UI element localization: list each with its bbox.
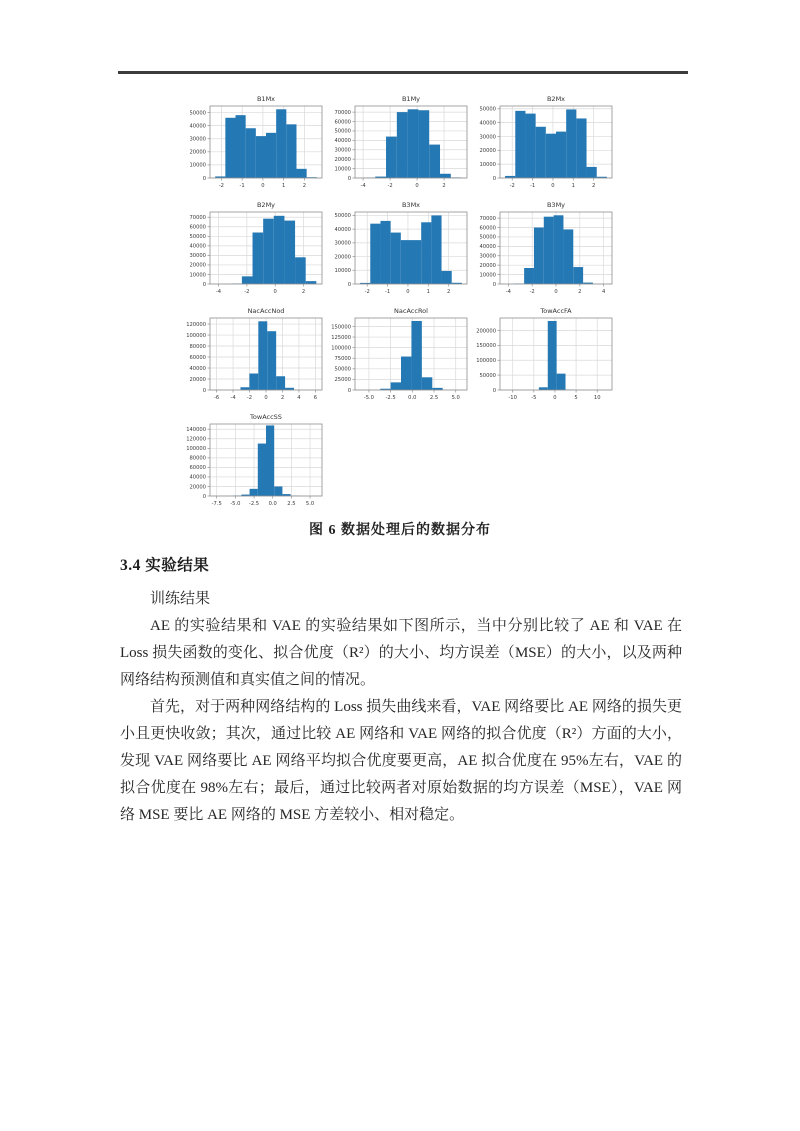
svg-text:2: 2 bbox=[301, 289, 306, 295]
svg-text:30000: 30000 bbox=[479, 134, 496, 141]
histogram-title: B2Mx bbox=[546, 95, 566, 103]
svg-text:30000: 30000 bbox=[334, 147, 351, 154]
histogram-title: NacAccNod bbox=[247, 307, 285, 315]
svg-text:50000: 50000 bbox=[479, 372, 496, 379]
svg-text:0: 0 bbox=[492, 281, 496, 288]
svg-text:0: 0 bbox=[347, 281, 351, 288]
svg-text:0: 0 bbox=[492, 387, 496, 394]
svg-text:2: 2 bbox=[442, 183, 446, 189]
section-heading: 3.4 实验结果 bbox=[120, 557, 210, 574]
svg-text:20000: 20000 bbox=[479, 148, 496, 155]
svg-text:20000: 20000 bbox=[189, 484, 206, 491]
svg-text:20000: 20000 bbox=[189, 149, 206, 156]
svg-text:150000: 150000 bbox=[331, 324, 351, 331]
svg-text:40000: 40000 bbox=[189, 123, 206, 130]
svg-text:-2: -2 bbox=[509, 183, 515, 189]
svg-text:0: 0 bbox=[347, 175, 351, 182]
svg-text:-4: -4 bbox=[505, 289, 511, 295]
svg-text:-5.0: -5.0 bbox=[363, 395, 374, 401]
svg-text:0: 0 bbox=[264, 395, 268, 401]
svg-text:40000: 40000 bbox=[189, 365, 206, 372]
histogram-svg-nacaccrol bbox=[327, 304, 472, 410]
figure-caption: 图 6 数据处理后的数据分布 bbox=[309, 523, 491, 538]
svg-text:150000: 150000 bbox=[476, 343, 496, 350]
svg-text:30000: 30000 bbox=[189, 253, 206, 260]
svg-text:70000: 70000 bbox=[334, 109, 351, 116]
svg-text:30000: 30000 bbox=[334, 240, 351, 247]
svg-text:-1: -1 bbox=[384, 289, 391, 295]
svg-text:100000: 100000 bbox=[476, 358, 496, 365]
histogram-svg-b2mx bbox=[472, 92, 617, 198]
svg-text:0: 0 bbox=[554, 289, 558, 295]
paragraph-comparison-details: 首先，对于两种网络结构的 Loss 损失曲线来看，VAE 网络要比 AE 网络的损失更小且更快收敛；其次，通过比较 AE 网络和 VAE 网络的拟合优度（R²）方面的大小，发现 VAE 网络要比 AE 网络平均拟合优度要更高，AE 拟合优度在 95%左右，VAE 的拟合优度在 98%左右；最后，通过比较两者对原始数据的均方误差（MSE），VAE 网络 MSE 要比 AE 网络的 MSE 方差较小、相对稳定。 bbox=[120, 699, 682, 823]
svg-text:50000: 50000 bbox=[334, 128, 351, 135]
histogram-title: TowAccSS bbox=[250, 413, 282, 421]
svg-text:0: 0 bbox=[492, 175, 496, 182]
svg-text:-2.5: -2.5 bbox=[248, 501, 260, 507]
svg-text:5.0: 5.0 bbox=[305, 501, 315, 507]
svg-text:-1: -1 bbox=[239, 183, 245, 189]
svg-text:80000: 80000 bbox=[189, 455, 206, 462]
histogram-panel-b3my bbox=[472, 198, 617, 304]
svg-text:0.0: 0.0 bbox=[408, 395, 417, 401]
svg-text:75000: 75000 bbox=[334, 356, 351, 363]
svg-text:-1: -1 bbox=[529, 183, 536, 189]
svg-text:1: 1 bbox=[281, 183, 286, 189]
svg-text:10000: 10000 bbox=[334, 268, 351, 275]
svg-text:100000: 100000 bbox=[331, 345, 351, 352]
histogram-panel-nacaccrol bbox=[327, 304, 472, 410]
header-rule bbox=[118, 71, 688, 74]
svg-text:2: 2 bbox=[578, 289, 582, 295]
histogram-svg-b3my bbox=[472, 198, 617, 304]
histogram-svg-b3mx bbox=[327, 198, 472, 304]
svg-text:120000: 120000 bbox=[186, 321, 206, 328]
svg-text:0: 0 bbox=[273, 289, 277, 295]
paragraph-comparison-overview: AE 的实验结果和 VAE 的实验结果如下图所示，当中分别比较了 AE 和 VAE 在 Loss 损失函数的变化、拟合优度（R²）的大小、均方误差（MSE）的大小，以及两种网络结构预测值和真实值之间的情况。 bbox=[120, 618, 682, 688]
svg-text:20000: 20000 bbox=[189, 262, 206, 269]
histogram-svg-nacaccnod bbox=[182, 304, 327, 410]
svg-text:0: 0 bbox=[202, 493, 206, 500]
histogram-panel-nacaccnod bbox=[182, 304, 327, 410]
svg-text:-2: -2 bbox=[218, 183, 225, 189]
histogram-svg-b1my bbox=[327, 92, 472, 198]
svg-text:125000: 125000 bbox=[331, 334, 351, 341]
svg-text:100000: 100000 bbox=[186, 332, 206, 339]
svg-text:2: 2 bbox=[280, 395, 285, 401]
svg-text:10000: 10000 bbox=[189, 272, 206, 279]
svg-text:50000: 50000 bbox=[479, 234, 496, 241]
svg-text:20000: 20000 bbox=[334, 156, 351, 163]
svg-text:-6: -6 bbox=[213, 395, 220, 401]
svg-text:-4: -4 bbox=[230, 395, 236, 401]
svg-text:0: 0 bbox=[551, 183, 555, 189]
svg-text:20000: 20000 bbox=[334, 254, 351, 261]
svg-text:2: 2 bbox=[592, 183, 596, 189]
figure-histogram-grid bbox=[182, 92, 618, 516]
svg-text:0: 0 bbox=[202, 281, 206, 288]
svg-text:-10: -10 bbox=[508, 395, 517, 401]
body-text bbox=[120, 586, 682, 829]
svg-text:6: 6 bbox=[313, 395, 318, 401]
svg-text:4: 4 bbox=[602, 289, 606, 295]
svg-text:60000: 60000 bbox=[479, 225, 496, 232]
svg-text:0: 0 bbox=[261, 183, 265, 189]
svg-text:-4: -4 bbox=[215, 289, 222, 295]
svg-text:0: 0 bbox=[347, 387, 351, 394]
svg-text:10000: 10000 bbox=[479, 272, 496, 279]
svg-text:20000: 20000 bbox=[189, 376, 206, 383]
svg-text:0: 0 bbox=[202, 175, 206, 182]
svg-text:-2: -2 bbox=[244, 289, 250, 295]
svg-text:1: 1 bbox=[571, 183, 575, 189]
histogram-svg-b1mx bbox=[182, 92, 327, 198]
svg-text:-2: -2 bbox=[387, 183, 393, 189]
histogram-svg-towaccss bbox=[182, 410, 327, 516]
svg-text:-7.5: -7.5 bbox=[211, 501, 222, 507]
svg-text:60000: 60000 bbox=[189, 354, 206, 361]
svg-text:25000: 25000 bbox=[334, 377, 351, 384]
histogram-panel-b3mx bbox=[327, 198, 472, 304]
svg-text:0: 0 bbox=[553, 395, 557, 401]
svg-text:40000: 40000 bbox=[334, 226, 351, 233]
svg-text:10: 10 bbox=[593, 395, 601, 401]
svg-text:1: 1 bbox=[426, 289, 430, 295]
svg-text:50000: 50000 bbox=[189, 234, 206, 241]
svg-text:30000: 30000 bbox=[479, 253, 496, 260]
svg-text:-2.5: -2.5 bbox=[385, 395, 396, 401]
svg-text:60000: 60000 bbox=[189, 465, 206, 472]
svg-text:40000: 40000 bbox=[189, 243, 206, 250]
svg-text:60000: 60000 bbox=[334, 119, 351, 126]
svg-text:10000: 10000 bbox=[479, 161, 496, 168]
svg-text:20000: 20000 bbox=[479, 262, 496, 269]
svg-text:5.0: 5.0 bbox=[451, 395, 460, 401]
svg-text:10000: 10000 bbox=[189, 162, 206, 169]
svg-text:2: 2 bbox=[447, 289, 451, 295]
svg-text:-4: -4 bbox=[360, 183, 366, 189]
svg-text:60000: 60000 bbox=[189, 224, 206, 231]
histogram-panel-b2mx bbox=[472, 92, 617, 198]
histogram-panel-towaccss bbox=[182, 410, 327, 516]
histogram-title: NacAccRol bbox=[394, 307, 428, 315]
svg-text:-2: -2 bbox=[246, 395, 253, 401]
svg-text:0: 0 bbox=[406, 289, 410, 295]
svg-text:50000: 50000 bbox=[334, 366, 351, 373]
svg-text:-2: -2 bbox=[364, 289, 370, 295]
svg-text:140000: 140000 bbox=[186, 427, 206, 434]
histogram-panel-b2my bbox=[182, 198, 327, 304]
svg-text:50000: 50000 bbox=[189, 110, 206, 117]
histogram-svg-towaccfa bbox=[472, 304, 617, 410]
svg-text:40000: 40000 bbox=[479, 120, 496, 127]
svg-text:-5.0: -5.0 bbox=[230, 501, 241, 507]
svg-text:0.0: 0.0 bbox=[268, 501, 277, 507]
svg-text:10000: 10000 bbox=[334, 166, 351, 173]
svg-text:-5: -5 bbox=[531, 395, 537, 401]
svg-text:2.5: 2.5 bbox=[429, 395, 439, 401]
histogram-panel-towaccfa bbox=[472, 304, 617, 410]
histogram-title: B3My bbox=[546, 201, 566, 209]
svg-text:70000: 70000 bbox=[479, 215, 496, 222]
svg-text:70000: 70000 bbox=[189, 215, 206, 222]
svg-text:50000: 50000 bbox=[479, 106, 496, 113]
svg-text:0: 0 bbox=[202, 387, 206, 394]
svg-text:5: 5 bbox=[574, 395, 578, 401]
svg-text:80000: 80000 bbox=[189, 343, 206, 350]
histogram-title: TowAccFA bbox=[540, 307, 572, 315]
svg-text:40000: 40000 bbox=[334, 138, 351, 145]
histogram-title: B1Mx bbox=[256, 95, 276, 103]
svg-text:100000: 100000 bbox=[186, 446, 206, 453]
svg-text:30000: 30000 bbox=[189, 136, 206, 143]
svg-text:2: 2 bbox=[302, 183, 307, 189]
svg-text:120000: 120000 bbox=[186, 436, 206, 443]
svg-text:2.5: 2.5 bbox=[287, 501, 296, 507]
svg-text:-2: -2 bbox=[529, 289, 535, 295]
svg-text:40000: 40000 bbox=[479, 244, 496, 251]
svg-text:50000: 50000 bbox=[334, 213, 351, 220]
histogram-title: B1My bbox=[401, 95, 421, 103]
histogram-panel-b1mx bbox=[182, 92, 327, 198]
paragraph-training-results: 训练结果 bbox=[150, 591, 211, 607]
svg-text:40000: 40000 bbox=[189, 474, 206, 481]
histogram-svg-b2my bbox=[182, 198, 327, 304]
svg-text:0: 0 bbox=[415, 183, 419, 189]
svg-text:200000: 200000 bbox=[476, 328, 496, 335]
histogram-title: B2My bbox=[256, 201, 276, 209]
histogram-title: B3Mx bbox=[401, 201, 421, 209]
svg-text:4: 4 bbox=[297, 395, 301, 401]
histogram-panel-b1my bbox=[327, 92, 472, 198]
